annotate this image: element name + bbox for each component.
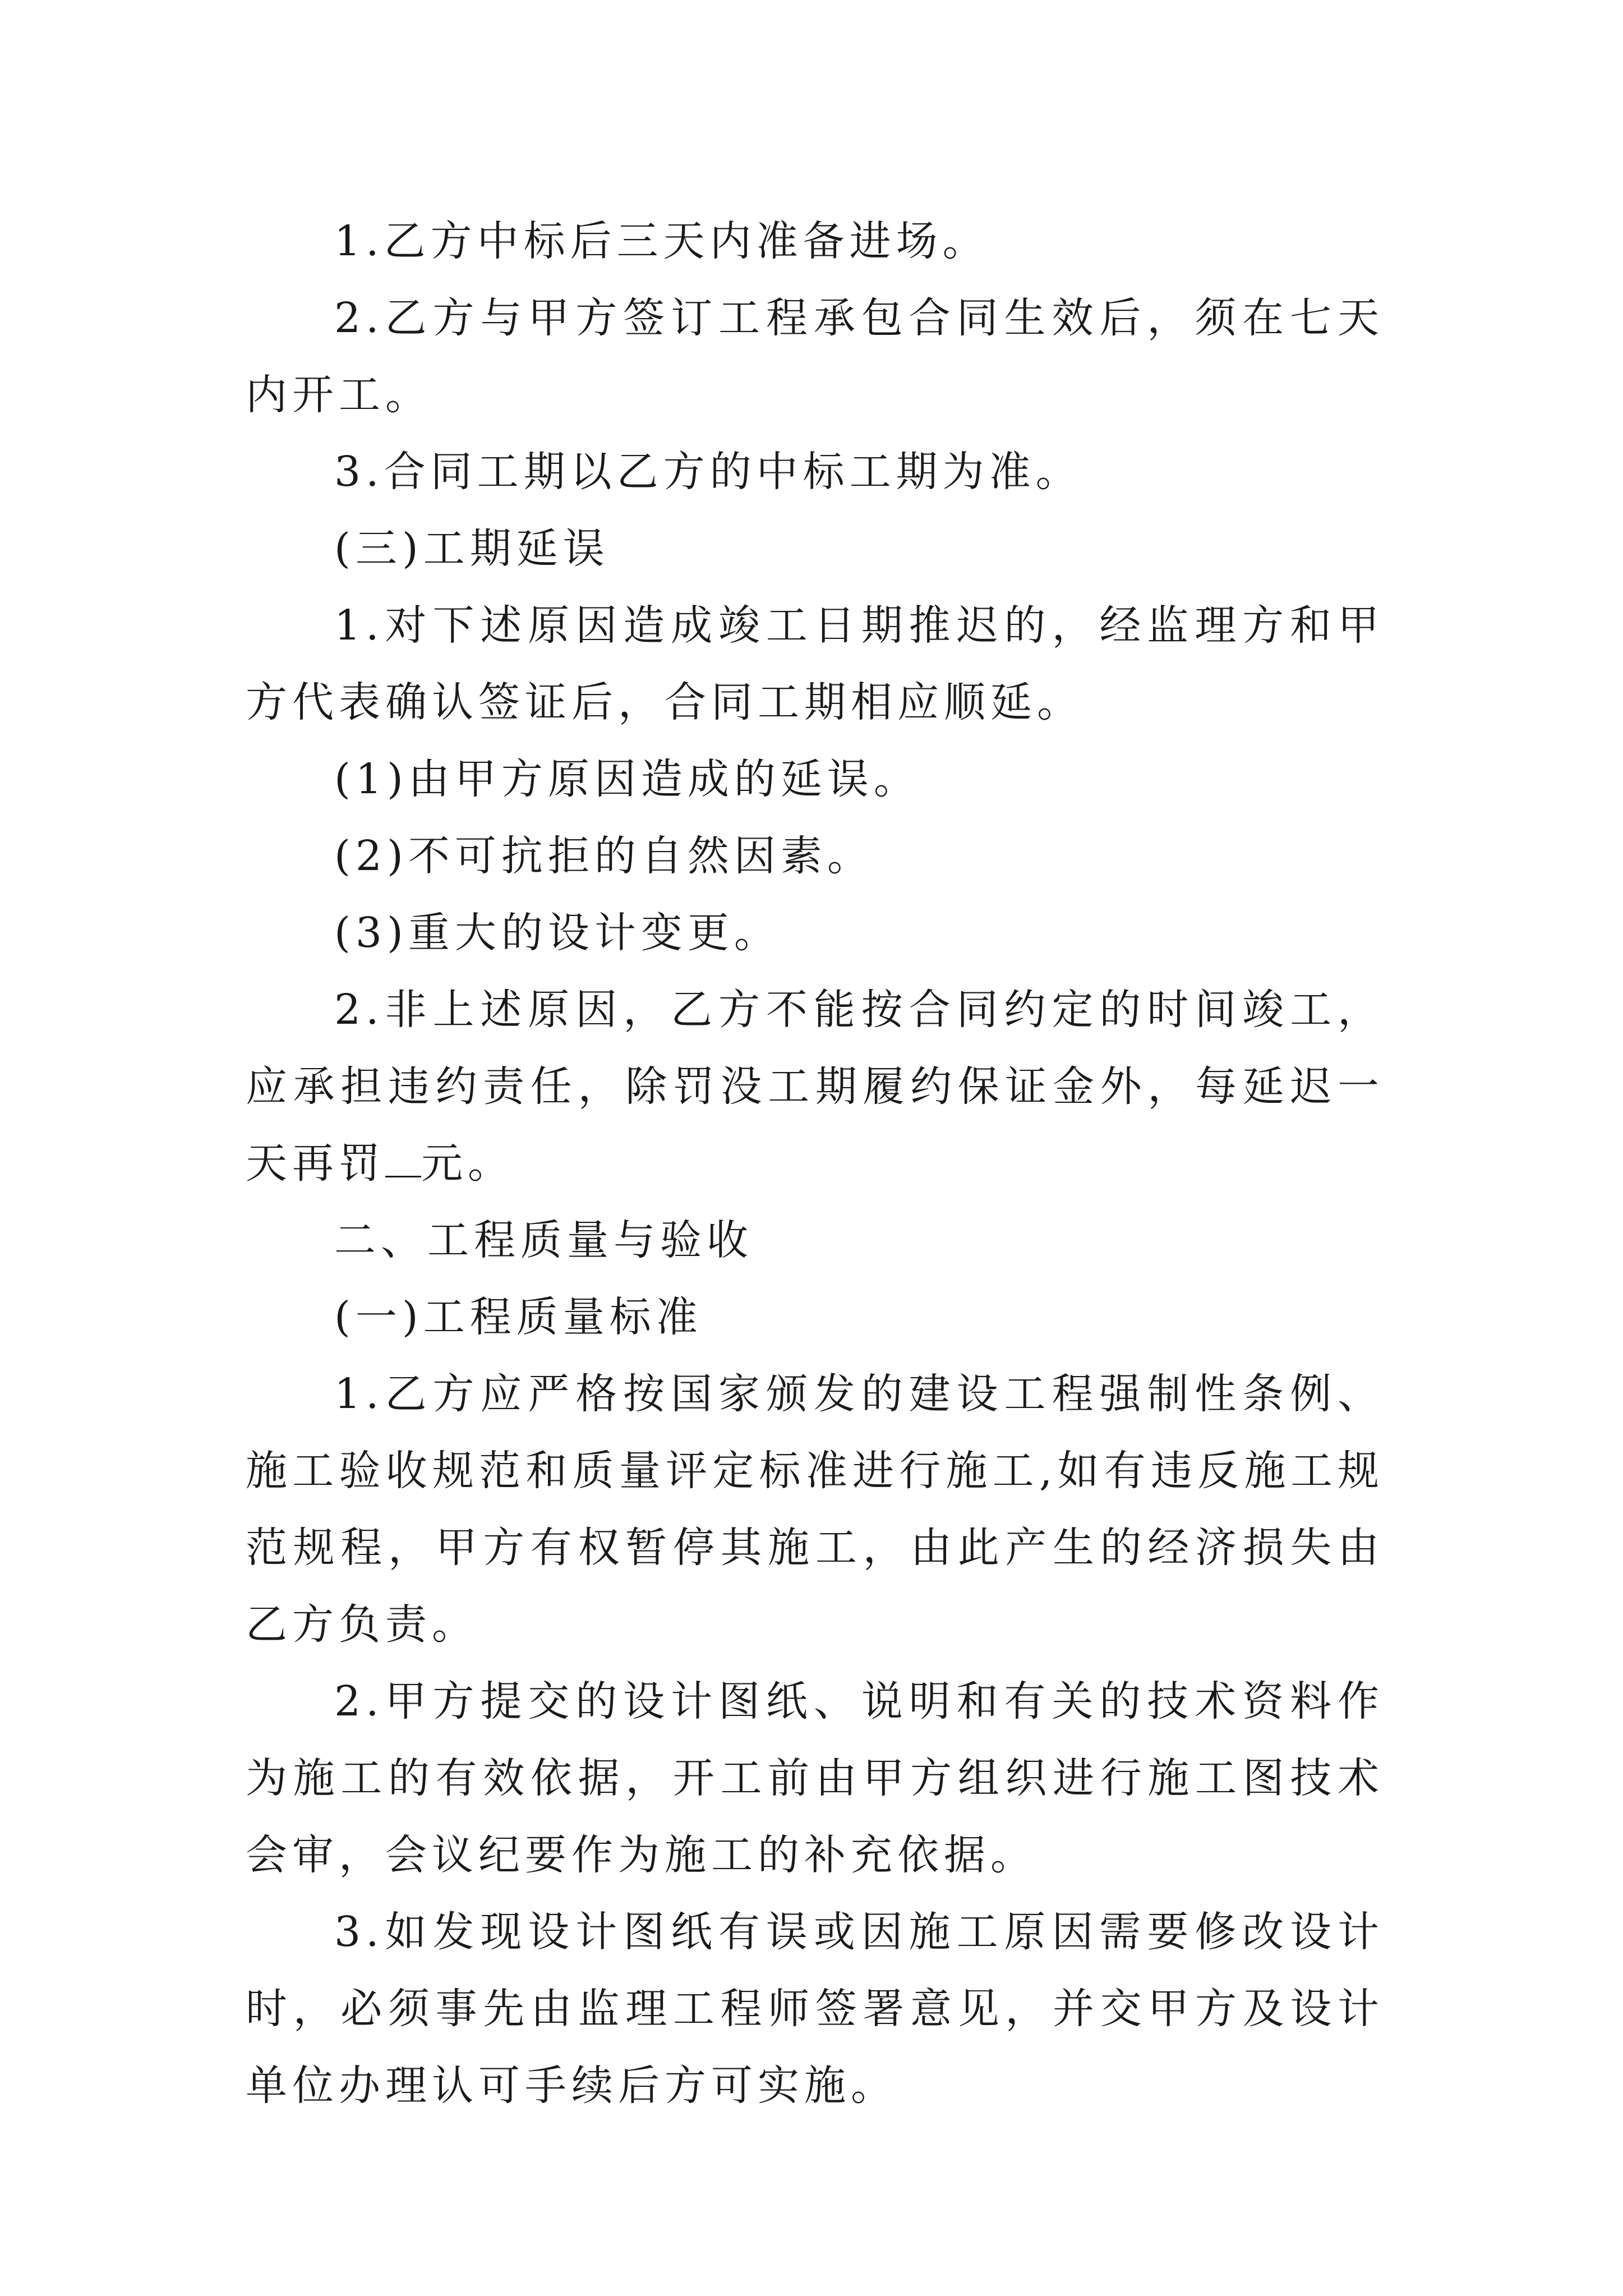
document-body	[246, 203, 1384, 2124]
section-heading-quality: 二、工程质量与验收	[334, 1216, 753, 1264]
paragraph-delay-2	[246, 972, 1384, 1202]
paragraph-item-3: 3.合同工期以乙方的中标工期为准。	[334, 448, 1082, 496]
paragraph-delay-2-text: 2.非上述原因，乙方不能按合同约定的时间竣工，应承担违约责任，除罚没工期履约保证金外，每延迟一天再罚	[246, 986, 1384, 1188]
paragraph-delay-reason-3: (3)重大的设计变更。	[334, 909, 781, 957]
paragraph-quality-3: 3.如发现设计图纸有误或因施工原因需要修改设计时，必须事先由监理工程师签署意见，并交甲方及设计单位办理认可手续后方可实施。	[246, 1908, 1384, 2110]
paragraph-delay-1: 1.对下述原因造成竣工日期推迟的，经监理方和甲方代表确认签证后，合同工期相应顺延。	[246, 601, 1384, 726]
subsection-heading-standard: (一)工程质量标准	[334, 1293, 703, 1341]
paragraph-quality-2: 2.甲方提交的设计图纸、说明和有关的技术资料作为施工的有效依据，开工前由甲方组织进行施工图技术会审，会议纪要作为施工的补充依据。	[246, 1677, 1384, 1879]
paragraph-delay-2-tail: 元。	[421, 1139, 514, 1188]
paragraph-delay-reason-2: (2)不可抗拒的自然因素。	[334, 832, 874, 880]
fill-in-blank	[385, 1144, 421, 1177]
paragraph-item-2: 2.乙方与甲方签订工程承包合同生效后，须在七天内开工。	[246, 294, 1384, 419]
paragraph-item-1: 1.乙方中标后三天内准备进场。	[334, 217, 989, 265]
paragraph-delay-reason-1: (1)由甲方原因造成的延误。	[334, 755, 920, 803]
section-heading-delay: (三)工期延误	[334, 524, 610, 573]
paragraph-quality-1: 1.乙方应严格按国家颁发的建设工程强制性条例、施工验收规范和质量评定标准进行施工,如有违反施工规范规程，甲方有权暂停其施工，由此产生的经济损失由乙方负责。	[246, 1370, 1384, 1649]
